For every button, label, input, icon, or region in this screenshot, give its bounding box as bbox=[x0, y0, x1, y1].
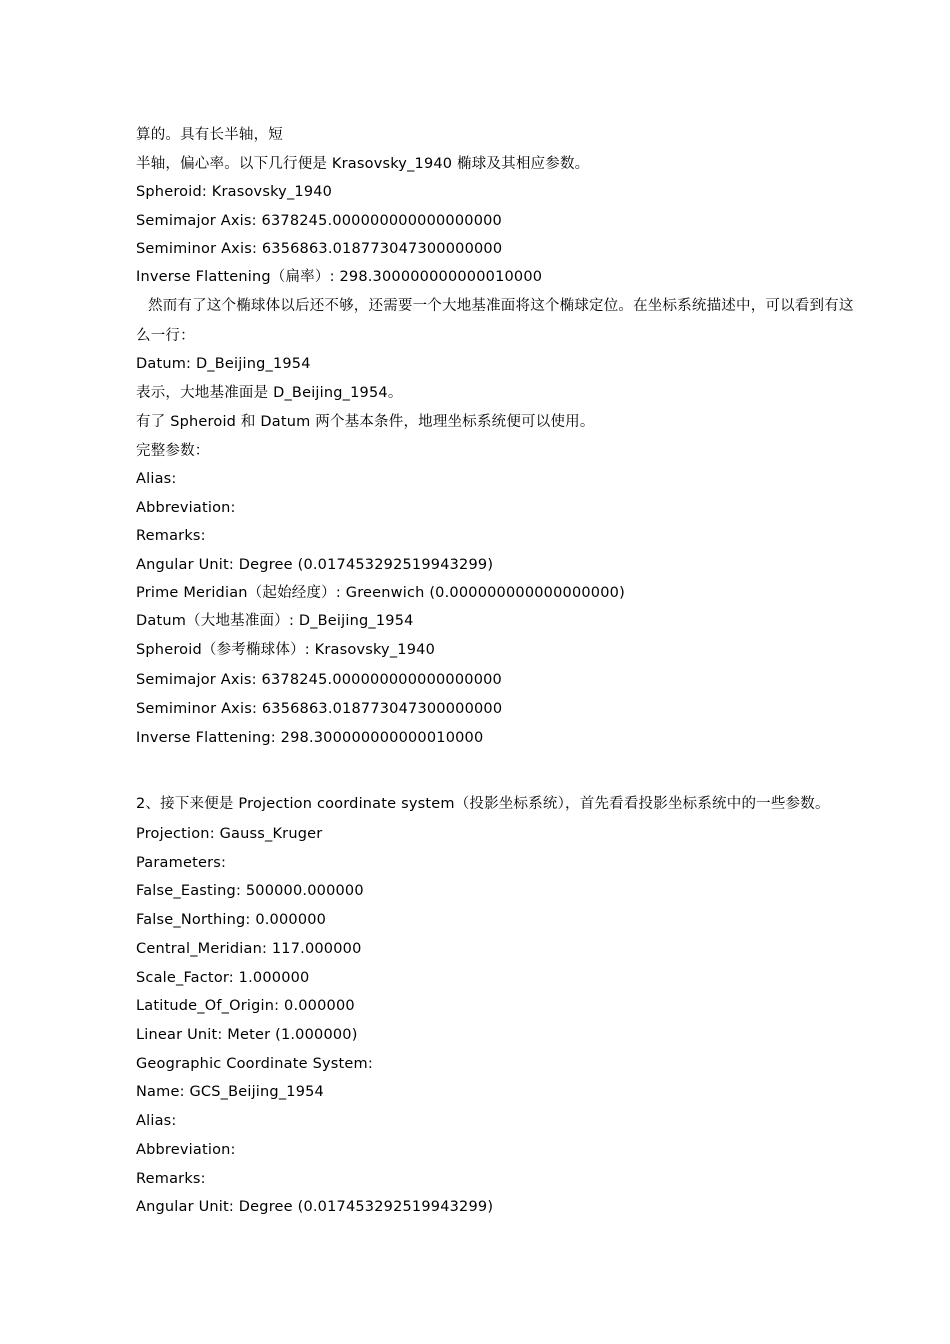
text-line: Prime Meridian（起始经度）: Greenwich (0.000000000000000000) bbox=[136, 585, 625, 601]
text-line: Inverse Flattening（扁率）: 298.300000000000010000 bbox=[136, 269, 543, 285]
text-line: 半轴，偏心率。以下几行便是 Krasovsky_1940 椭球及其相应参数。 bbox=[136, 156, 590, 172]
text-line: Abbreviation: bbox=[136, 500, 236, 516]
text-line: False_Northing: 0.000000 bbox=[136, 912, 327, 928]
text-line: 算的。具有长半轴，短 bbox=[136, 127, 283, 143]
text-line: Semiminor Axis: 6356863.018773047300000000 bbox=[136, 241, 503, 257]
text-line: Semimajor Axis: 6378245.000000000000000000 bbox=[136, 213, 502, 229]
text-line: Semiminor Axis: 6356863.018773047300000000 bbox=[136, 701, 503, 717]
text-line: 么一行： bbox=[136, 328, 195, 344]
text-line: Parameters: bbox=[136, 855, 227, 871]
text-line: Semimajor Axis: 6378245.000000000000000000 bbox=[136, 672, 502, 688]
text-line: 表示，大地基准面是 D_Beijing_1954。 bbox=[136, 385, 403, 401]
text-line: Name: GCS_Beijing_1954 bbox=[136, 1084, 324, 1100]
text-line: Linear Unit: Meter (1.000000) bbox=[136, 1027, 358, 1043]
text-line: Datum: D_Beijing_1954 bbox=[136, 356, 311, 372]
text-line: Latitude_Of_Origin: 0.000000 bbox=[136, 998, 355, 1014]
text-line: Alias: bbox=[136, 1113, 177, 1129]
text-line: Central_Meridian: 117.000000 bbox=[136, 941, 362, 957]
text-line: 2、接下来便是 Projection coordinate system（投影坐标系统），首先看看投影坐标系统中的一些参数。 bbox=[136, 796, 830, 812]
text-line: Datum（大地基准面）: D_Beijing_1954 bbox=[136, 613, 414, 629]
text-line: Spheroid: Krasovsky_1940 bbox=[136, 184, 333, 200]
text-line: 有了 Spheroid 和 Datum 两个基本条件，地理坐标系统便可以使用。 bbox=[136, 414, 595, 430]
text-line: Scale_Factor: 1.000000 bbox=[136, 970, 310, 986]
text-line: Angular Unit: Degree (0.017453292519943299) bbox=[136, 1199, 494, 1215]
text-line: Remarks: bbox=[136, 528, 206, 544]
text-line: Inverse Flattening: 298.300000000000010000 bbox=[136, 730, 484, 746]
text-line: 完整参数： bbox=[136, 443, 210, 459]
text-line: Angular Unit: Degree (0.017453292519943299) bbox=[136, 557, 494, 573]
text-line: Spheroid（参考椭球体）: Krasovsky_1940 bbox=[136, 642, 435, 658]
text-line: Projection: Gauss_Kruger bbox=[136, 826, 323, 842]
text-line: Remarks: bbox=[136, 1171, 206, 1187]
text-line: False_Easting: 500000.000000 bbox=[136, 883, 364, 899]
text-line: Abbreviation: bbox=[136, 1142, 236, 1158]
text-line: 然而有了这个椭球体以后还不够，还需要一个大地基准面将这个椭球定位。在坐标系统描述中，可以看到有这 bbox=[148, 298, 854, 314]
text-line: Alias: bbox=[136, 471, 177, 487]
text-line: Geographic Coordinate System: bbox=[136, 1056, 373, 1072]
